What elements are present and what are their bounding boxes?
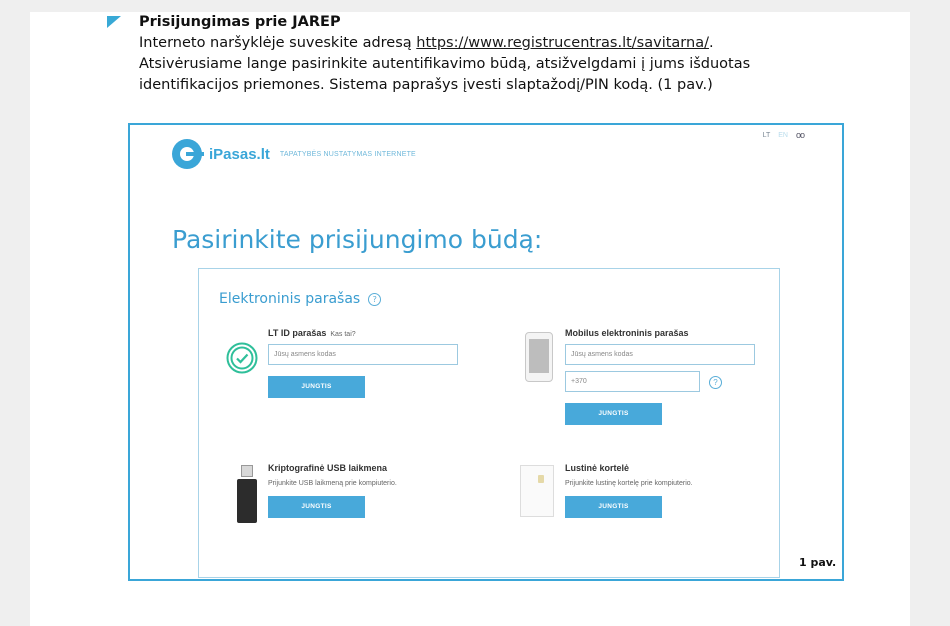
- instruction-line-2: Atsivėrusiame lange pasirinkite autentifikavimo būdą, atsižvelgdami į jums išduotas: [139, 56, 751, 72]
- language-switcher: [763, 130, 804, 140]
- ltid-label: LT ID parašas Kas tai?: [268, 328, 356, 338]
- instruction-text: [139, 12, 839, 96]
- section-heading: Prisijungimas prie JAREP: [139, 14, 341, 30]
- what-is-it-link[interactable]: Kas tai?: [330, 331, 356, 338]
- registrucentras-link[interactable]: https://www.registrucentras.lt/savitarna/: [416, 35, 709, 51]
- usb-token-icon: [237, 465, 257, 523]
- language-lt[interactable]: LT: [762, 131, 771, 139]
- smart-card-description: Prijunkite lustinę kortelę prie kompiuterio.: [565, 480, 693, 487]
- smart-card-icon: [520, 465, 554, 517]
- ltid-personal-code-input[interactable]: Jūsų asmens kodas: [268, 344, 458, 365]
- smart-card-label: Lustinė kortelė: [565, 463, 630, 473]
- mobile-signature-label: Mobilus elektroninis parašas: [565, 328, 689, 338]
- ipasas-screenshot: [128, 123, 844, 581]
- bullet-marker-icon: [107, 16, 121, 28]
- usb-connect-button[interactable]: JUNGTIS: [268, 496, 365, 518]
- language-en[interactable]: EN: [778, 131, 788, 139]
- figure-caption: 1 pav.: [799, 556, 837, 569]
- e-signature-panel: [198, 268, 780, 578]
- mobile-phone-input[interactable]: +370: [565, 371, 700, 392]
- mobile-personal-code-input[interactable]: Jūsų asmens kodas: [565, 344, 755, 365]
- page-title: Pasirinkite prisijungimo būdą:: [172, 225, 543, 254]
- ltid-connect-button[interactable]: JUNGTIS: [268, 376, 365, 398]
- usb-description: Prijunkite USB laikmeną prie kompiuterio.: [268, 480, 397, 487]
- ltid-check-icon: [226, 342, 258, 374]
- mobile-connect-button[interactable]: JUNGTIS: [565, 403, 662, 425]
- usb-label: Kriptografinė USB laikmena: [268, 463, 388, 473]
- ipasas-logo: [172, 139, 416, 169]
- panel-title: Elektroninis parašas ?: [219, 291, 381, 307]
- mobile-phone-icon: [525, 332, 553, 382]
- phone-help-icon[interactable]: ?: [709, 376, 722, 389]
- instruction-line-3: identifikacijos priemones. Sistema paprašys įvesti slaptažodį/PIN kodą. (1 pav.): [139, 77, 713, 93]
- help-icon[interactable]: ?: [368, 293, 381, 306]
- brand-name: iPasas.lt: [209, 145, 270, 163]
- smart-card-connect-button[interactable]: JUNGTIS: [565, 496, 662, 518]
- ipasas-logo-icon: [172, 139, 202, 169]
- glasses-icon[interactable]: oo: [795, 130, 804, 140]
- brand-tagline: TAPATYBĖS NUSTATYMAS INTERNETE: [279, 150, 416, 158]
- instruction-line-1: Interneto naršyklėje suveskite adresą https://www.registrucentras.lt/savitarna/.: [139, 35, 714, 51]
